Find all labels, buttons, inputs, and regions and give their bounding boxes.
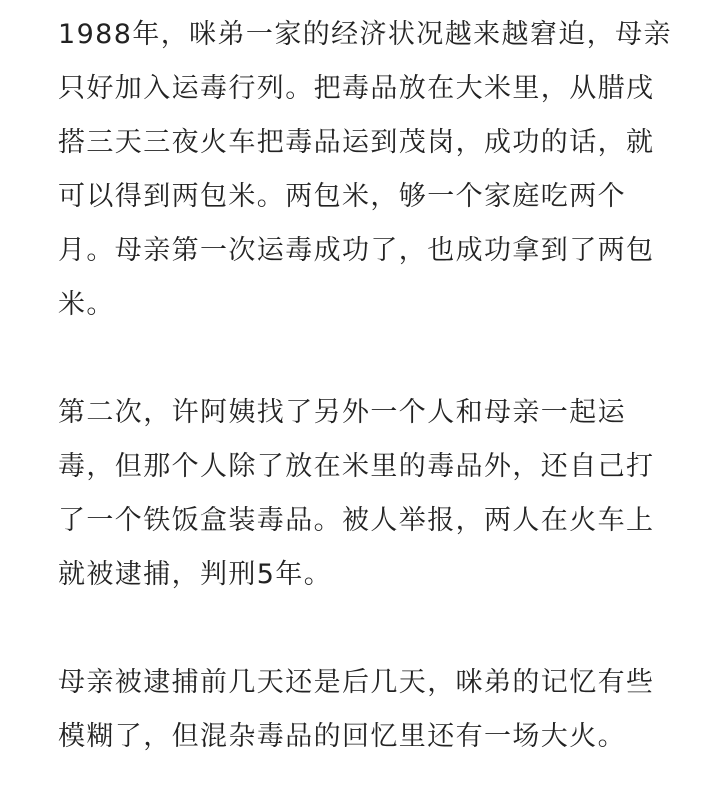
article-body: [58, 8, 684, 764]
text-line: 月。母亲第一次运毒成功了，也成功拿到了两包: [58, 235, 655, 266]
text-line: 就被逮捕，判刑5年。: [58, 559, 333, 590]
paragraph-2: [58, 386, 684, 602]
text-line: 可以得到两包米。两包米，够一个家庭吃两个: [58, 181, 626, 212]
text-line: 模糊了，但混杂毒品的回忆里还有一场大火。: [58, 721, 626, 752]
text-line: 母亲被逮捕前几天还是后几天，咪弟的记忆有些: [58, 667, 655, 698]
paragraph-1: [58, 8, 684, 332]
text-line: 只好加入运毒行列。把毒品放在大米里，从腊戌: [58, 73, 655, 104]
text-line: 第二次，许阿姨找了另外一个人和母亲一起运: [58, 397, 626, 428]
paragraph-3: [58, 656, 684, 764]
text-line: 1988年，咪弟一家的经济状况越来越窘迫，母亲: [58, 19, 672, 50]
text-line: 搭三天三夜火车把毒品运到茂岗，成功的话，就: [58, 127, 655, 158]
text-line: 毒，但那个人除了放在米里的毒品外，还自己打: [58, 451, 655, 482]
text-line: 米。: [58, 289, 115, 320]
text-line: 了一个铁饭盒装毒品。被人举报，两人在火车上: [58, 505, 655, 536]
